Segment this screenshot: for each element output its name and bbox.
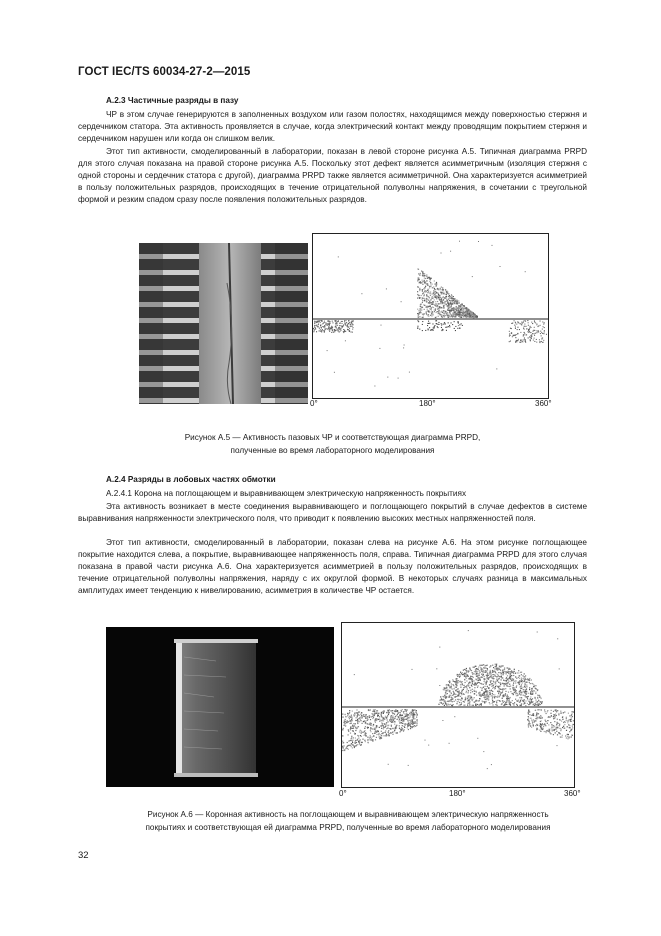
axis-label-360: 360°	[564, 789, 581, 798]
slot-pd-photo	[139, 243, 308, 404]
prpd-diagram-a5	[312, 233, 549, 399]
caption-line: Рисунок А.5 — Активность пазовых ЧР и соответствующая диаграмма PRPD,	[184, 433, 481, 442]
section-title-a23: A.2.3 Частичные разряды в пазу	[106, 96, 239, 105]
paragraph: Этот тип активности, смоделированный в лаборатории, показан в левой стороне рисунка А.5. Типичная диаграмма PRPD для этого случая показана на правой стороне рисунка А.5. Поскольку этот дефект является асимметричным (изоляция стержня с одной стороны и сердечник статора с другой), диаграмма PRPD также является асимметричной. Она характеризуется асимметрией в пользу положительных разрядов, происходящих в течение отрицательной полуволны напряжения, в сочетании с треугольной формой и резким спадом сразу после появления положительных разрядов.	[78, 147, 587, 205]
axis-label-0: 0°	[339, 789, 347, 798]
paragraph: ЧР в этом случае генерируются в заполненных воздухом или газом полостях, находящимся между поверхностью стержня и сердечником статора. Эта активность проявляется в случае, когда электрический контакт между проводящим покрытием стержня и сердечником нарушен или когда он слишком велик.	[78, 110, 587, 144]
page-number: 32	[78, 850, 89, 861]
section-title-a24: A.2.4 Разряды в лобовых частях обмотки	[106, 475, 276, 484]
axis-label-0: 0°	[310, 399, 318, 408]
figure-caption-a5	[78, 431, 587, 457]
document-header: ГОСТ IEC/TS 60034-27-2—2015	[78, 66, 251, 78]
figure-caption-a6	[78, 808, 618, 834]
axis-label-180: 180°	[449, 789, 466, 798]
caption-line: покрытиях и соответствующая ей диаграмма PRPD, полученные во время лабораторного моделирования	[145, 823, 551, 832]
caption-line: полученные во время лабораторного моделирования	[230, 446, 435, 455]
corona-activity-photo	[106, 627, 334, 787]
axis-label-180: 180°	[419, 399, 436, 408]
caption-line: Рисунок А.6 — Коронная активность на поглощающем и выравнивающем электрическую напряженность	[147, 810, 549, 819]
prpd-diagram-a6	[341, 622, 575, 788]
subsection-title-a241: A.2.4.1 Корона на поглощающем и выравнивающем электрическую напряженность покрытиях	[106, 489, 467, 498]
paragraph: Эта активность возникает в месте соединения выравнивающего и поглощающего покрытий в случае дефектов в системе выравнивания напряженности электрического поля, что приводит к появлению высоких местных напряженностей поля.	[78, 502, 587, 524]
axis-label-360: 360°	[535, 399, 552, 408]
paragraph: Этот тип активности, смоделированный в лаборатории, показан слева на рисунке А.6. На этом рисунке поглощающее покрытие находится слева, а покрытие, выравнивающее напряженность поля, справа. Типичная диаграмма PRPD для этого случая показана в правой части рисунка А.6. Она характеризуется асимметрией в пользу положительных разрядов, происходящих в течение отрицательной полуволны напряжения, наряду с их округлой формой. В некоторых случаях разница в максимальных амплитудах имеет тенденцию к нивелированию, асимметрия в количестве ЧР остается.	[78, 538, 587, 596]
